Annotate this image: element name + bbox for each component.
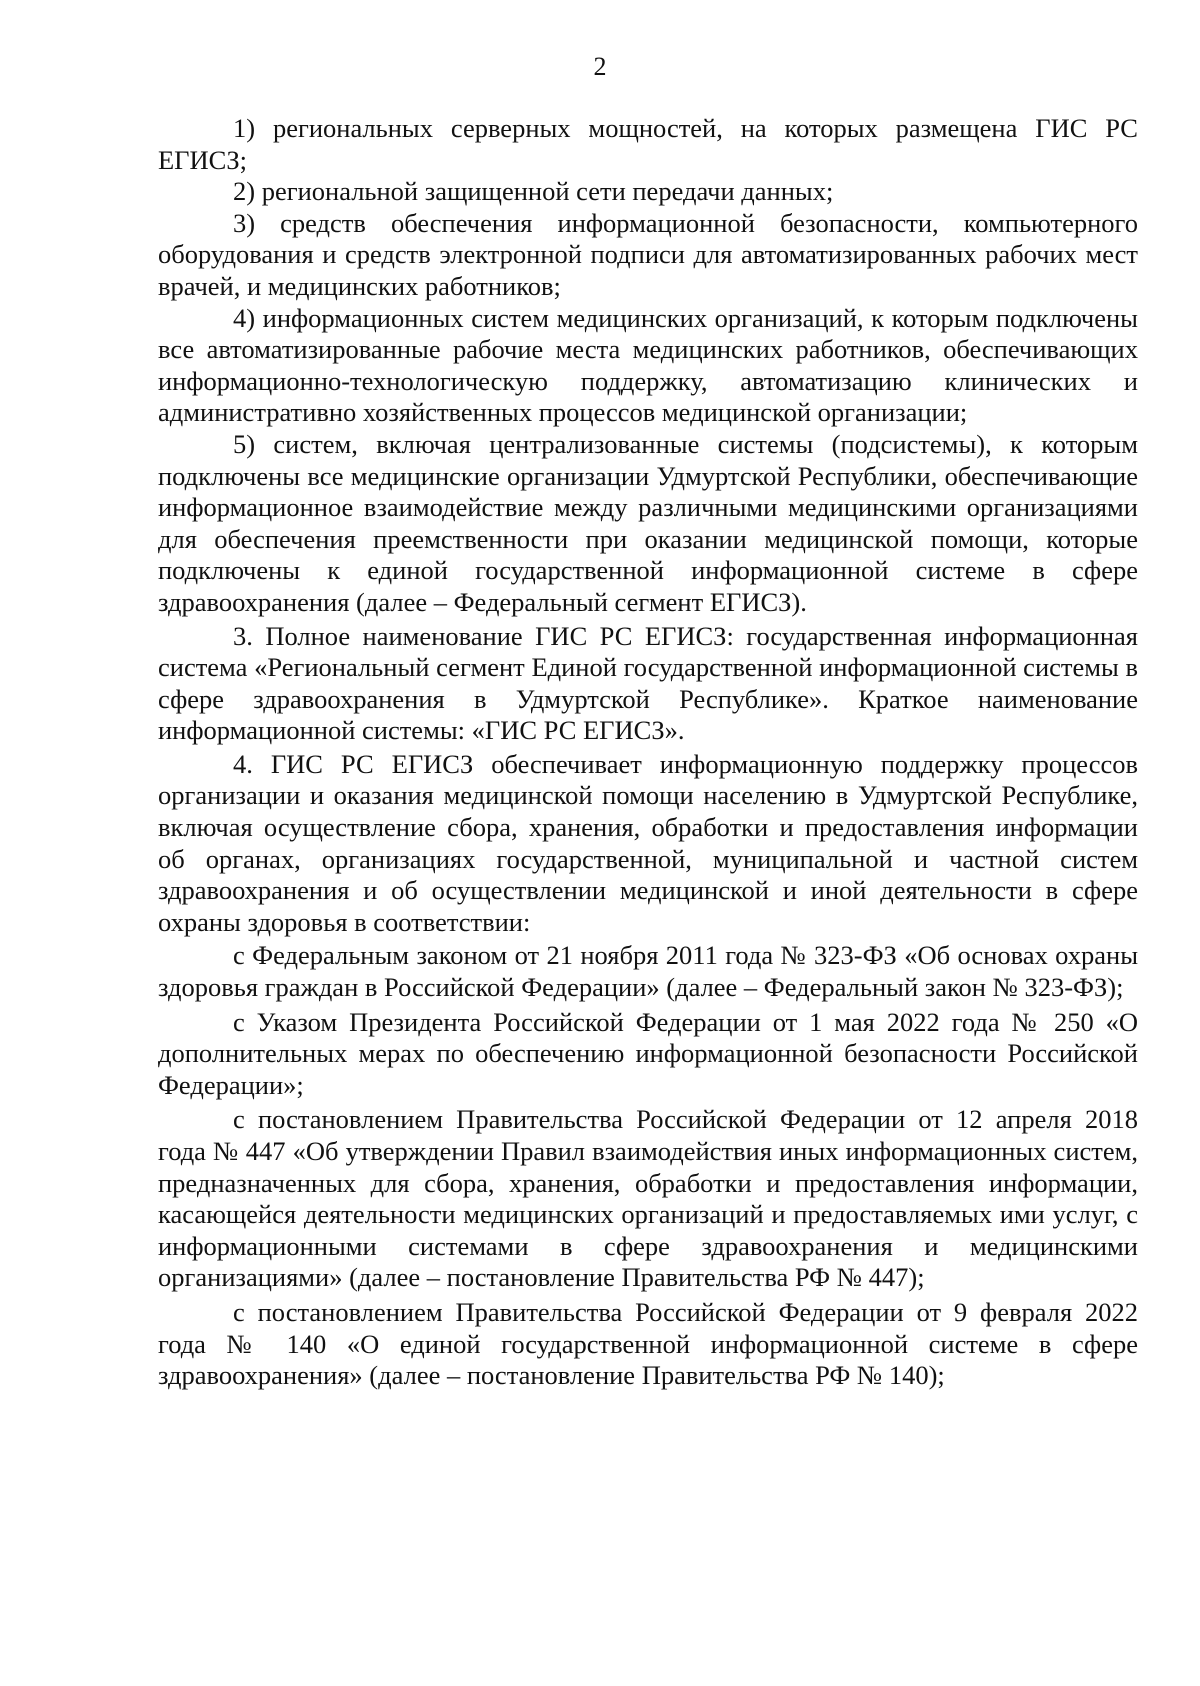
section-4-purpose: 4. ГИС РС ЕГИСЗ обеспечивает информационную поддержку процессов организации и оказания медицинской помощи населению в Удмуртской Республике, включая осуществление сбора, хранения, обработки и предоставления информации об органах, организациях государственной, муниципальной и частной систем здравоохранения и об осуществлении медицинской и иной деятельности в сфере охраны здоровья в соответствии: (158, 748, 1138, 937)
reference-government-resolution-447: с постановлением Правительства Российской Федерации от 12 апреля 2018 года № 447 «Об утверждении Правил взаимодействия иных информационных систем, предназначенных для сбора, хранения, обработки и предоставления информации, касающейся деятельности медицинских организаций и предоставляемых ими услуг, с информационными системами в сфере здравоохранения и медицинскими организациями» (далее – постановление Правительства РФ № 447); (158, 1104, 1138, 1293)
page-number: 2 (593, 52, 607, 81)
document-body (158, 113, 1138, 1392)
list-item-protected-network: 2) региональной защищенной сети передачи данных; (233, 176, 834, 207)
reference-federal-law-323: с Федеральным законом от 21 ноября 2011 года № 323-ФЗ «Об основах охраны здоровья граждан в Российской Федерации» (далее – Федеральный закон № 323-ФЗ); (158, 940, 1138, 1003)
list-item-medical-org-systems: 4) информационных систем медицинских организаций, к которым подключены все автоматизированные рабочие места медицинских работников, обеспечивающих информационно-технологическую поддержку, автоматизацию клинических и административно хозяйственных процессов медицинской организации; (158, 302, 1138, 428)
section-3-full-name: 3. Полное наименование ГИС РС ЕГИСЗ: государственная информационная система «Региональный сегмент Единой государственной информационной системы в сфере здравоохранения в Удмуртской Республике». Краткое наименование информационной системы: «ГИС РС ЕГИСЗ». (158, 620, 1138, 746)
list-item-centralized-systems: 5) систем, включая централизованные системы (подсистемы), к которым подключены все медицинские организации Удмуртской Республики, обеспечивающие информационное взаимодействие между различными медицинскими организациями для обеспечения преемственности при оказании медицинской помощи, которые подключены к единой государственной информационной системе в сфере здравоохранения (далее – Федеральный сегмент ЕГИСЗ). (158, 428, 1138, 617)
reference-presidential-decree-250: с Указом Президента Российской Федерации от 1 мая 2022 года № 250 «О дополнительных мерах по обеспечению информационной безопасности Российской Федерации»; (158, 1006, 1138, 1100)
list-item-regional-servers: 1) региональных серверных мощностей, на которых размещена ГИС РС ЕГИСЗ; (158, 113, 1138, 175)
reference-government-resolution-140: с постановлением Правительства Российской Федерации от 9 февраля 2022 года № 140 «О единой государственной информационной системе в сфере здравоохранения» (далее – постановление Правительства РФ № 140); (158, 1296, 1138, 1391)
list-item-security-means: 3) средств обеспечения информационной безопасности, компьютерного оборудования и средств электронной подписи для автоматизированных рабочих мест врачей, и медицинских работников; (158, 207, 1138, 301)
